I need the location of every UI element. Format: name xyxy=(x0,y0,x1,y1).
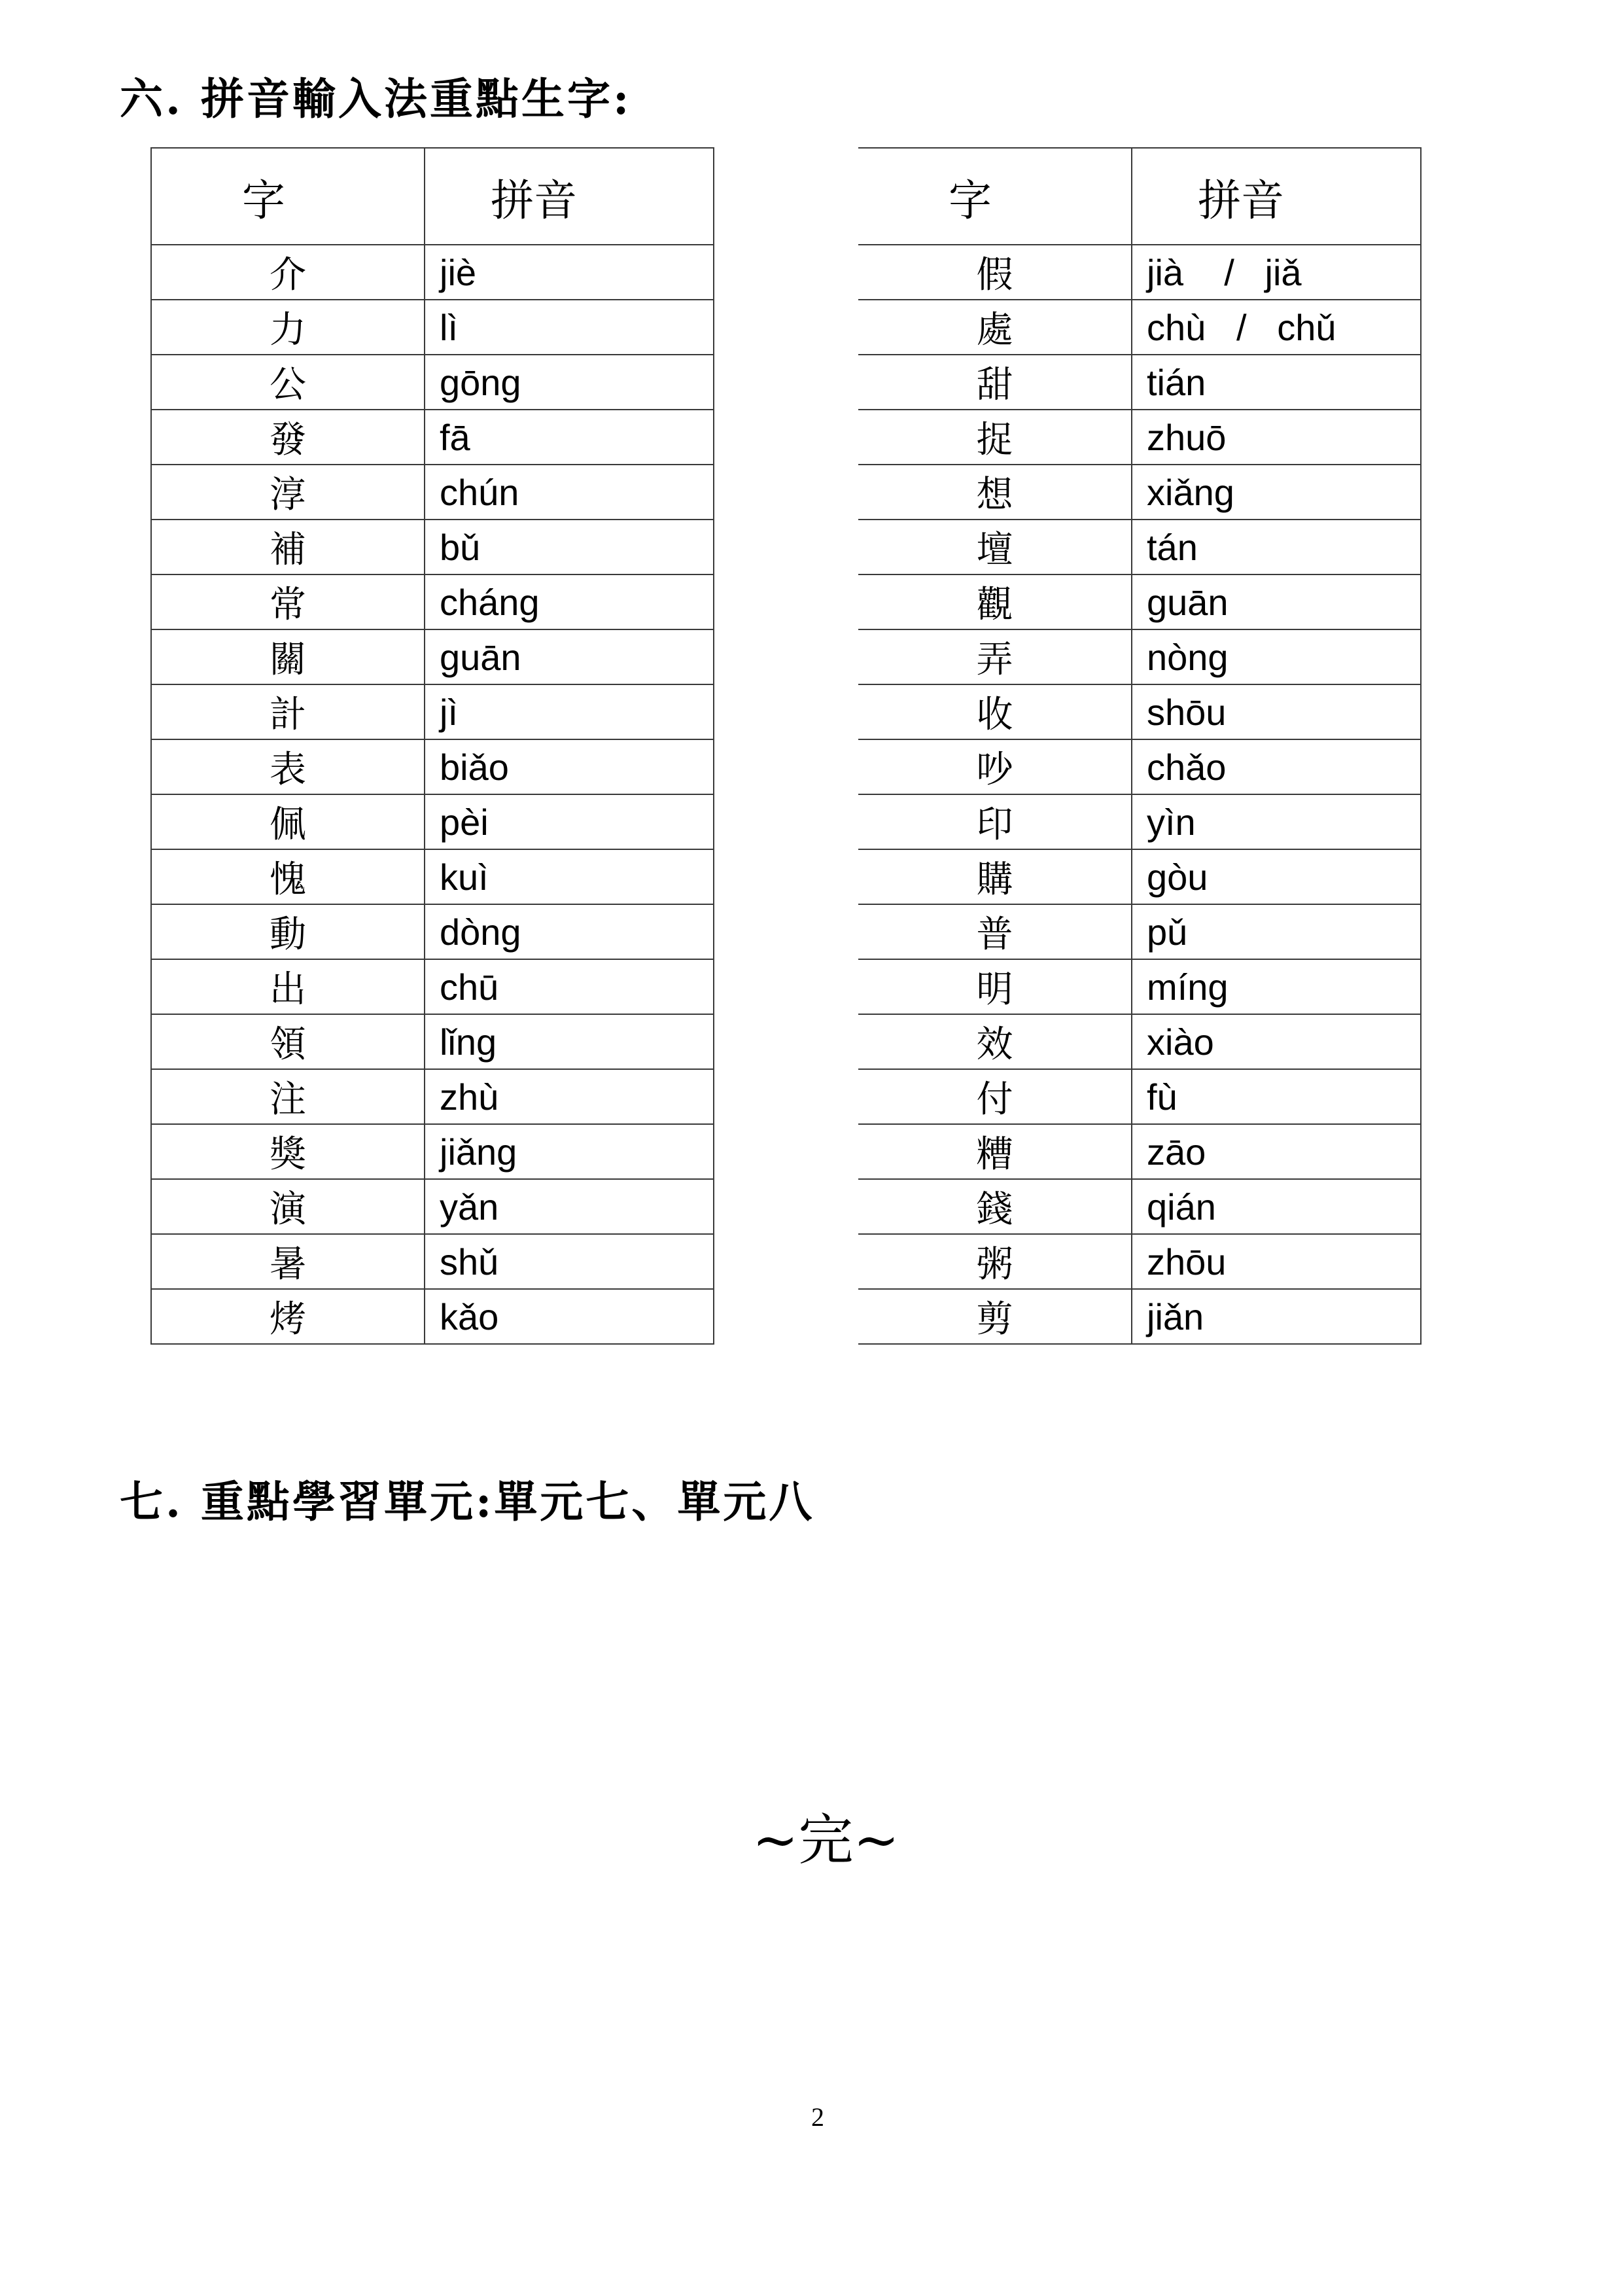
table-row xyxy=(858,574,1421,629)
pinyin-cell: cháng xyxy=(425,574,714,629)
table-row xyxy=(858,1069,1421,1124)
char-cell: 佩 xyxy=(151,794,425,849)
table-row xyxy=(858,739,1421,794)
table-row xyxy=(151,300,714,355)
pinyin-cell: tián xyxy=(1132,355,1421,410)
pinyin-cell: lǐng xyxy=(425,1014,714,1069)
table-row xyxy=(151,739,714,794)
pinyin-cell: jiè xyxy=(425,245,714,300)
pinyin-cell: chún xyxy=(425,465,714,520)
pinyin-cell: chū xyxy=(425,959,714,1014)
pinyin-cell: yǎn xyxy=(425,1179,714,1234)
char-cell: 常 xyxy=(151,574,425,629)
pinyin-cell: gōng xyxy=(425,355,714,410)
pinyin-cell: zhù xyxy=(425,1069,714,1124)
table-row xyxy=(151,1289,714,1344)
char-cell: 獎 xyxy=(151,1124,425,1179)
table-row xyxy=(151,1179,714,1234)
char-cell: 想 xyxy=(858,465,1132,520)
pinyin-cell: nòng xyxy=(1132,629,1421,684)
pinyin-cell: pǔ xyxy=(1132,904,1421,959)
char-cell: 壇 xyxy=(858,520,1132,574)
section-7-heading: 七. 重點學習單元:單元七、單元八 xyxy=(120,1476,815,1527)
table-row xyxy=(858,465,1421,520)
header-char: 字 xyxy=(858,148,1132,245)
pinyin-cell: kuì xyxy=(425,849,714,904)
char-cell: 購 xyxy=(858,849,1132,904)
char-cell: 弄 xyxy=(858,629,1132,684)
char-cell: 付 xyxy=(858,1069,1132,1124)
table-row xyxy=(151,465,714,520)
end-mark: ~完~ xyxy=(752,1808,899,1872)
char-cell: 補 xyxy=(151,520,425,574)
char-cell: 甜 xyxy=(858,355,1132,410)
pinyin-cell: guān xyxy=(1132,574,1421,629)
char-cell: 烤 xyxy=(151,1289,425,1344)
pinyin-cell: xiào xyxy=(1132,1014,1421,1069)
table-row xyxy=(858,904,1421,959)
char-cell: 淳 xyxy=(151,465,425,520)
table-row xyxy=(151,794,714,849)
pinyin-cell: zhuō xyxy=(1132,410,1421,465)
table-row xyxy=(151,904,714,959)
table-header-row xyxy=(858,148,1421,245)
table-row xyxy=(858,355,1421,410)
table-row xyxy=(151,849,714,904)
pinyin-cell: yìn xyxy=(1132,794,1421,849)
header-char: 字 xyxy=(151,148,425,245)
table-row xyxy=(151,520,714,574)
pinyin-cell: fù xyxy=(1132,1069,1421,1124)
char-cell: 演 xyxy=(151,1179,425,1234)
char-cell: 計 xyxy=(151,684,425,739)
table-row xyxy=(151,1124,714,1179)
char-cell: 普 xyxy=(858,904,1132,959)
table-row xyxy=(858,959,1421,1014)
pinyin-cell: xiǎng xyxy=(1132,465,1421,520)
char-cell: 印 xyxy=(858,794,1132,849)
table-row xyxy=(858,520,1421,574)
char-cell: 關 xyxy=(151,629,425,684)
table-row xyxy=(151,684,714,739)
table-row xyxy=(151,959,714,1014)
table-row xyxy=(151,245,714,300)
char-cell: 明 xyxy=(858,959,1132,1014)
table-body-left xyxy=(151,245,714,1344)
char-cell: 發 xyxy=(151,410,425,465)
header-pinyin: 拼音 xyxy=(425,148,714,245)
pinyin-cell: zhōu xyxy=(1132,1234,1421,1289)
table-row xyxy=(858,410,1421,465)
table-header-row xyxy=(151,148,714,245)
char-cell: 剪 xyxy=(858,1289,1132,1344)
pinyin-cell: biǎo xyxy=(425,739,714,794)
header-pinyin: 拼音 xyxy=(1132,148,1421,245)
table-row xyxy=(151,410,714,465)
char-cell: 注 xyxy=(151,1069,425,1124)
pinyin-cell: chǎo xyxy=(1132,739,1421,794)
pinyin-cell: jiǎng xyxy=(425,1124,714,1179)
char-cell: 糟 xyxy=(858,1124,1132,1179)
char-cell: 效 xyxy=(858,1014,1132,1069)
pinyin-cell: zāo xyxy=(1132,1124,1421,1179)
char-cell: 動 xyxy=(151,904,425,959)
table-row xyxy=(858,629,1421,684)
table-row xyxy=(858,1124,1421,1179)
pinyin-cell: dòng xyxy=(425,904,714,959)
table-row xyxy=(151,1014,714,1069)
char-cell: 假 xyxy=(858,245,1132,300)
char-cell: 粥 xyxy=(858,1234,1132,1289)
table-row xyxy=(858,300,1421,355)
table-row xyxy=(151,629,714,684)
table-row xyxy=(151,574,714,629)
table-row xyxy=(858,684,1421,739)
pinyin-table-right xyxy=(858,147,1422,1345)
page-number: 2 xyxy=(811,2102,824,2132)
char-cell: 出 xyxy=(151,959,425,1014)
table-row xyxy=(151,1234,714,1289)
pinyin-cell: jiǎn xyxy=(1132,1289,1421,1344)
char-cell: 捉 xyxy=(858,410,1132,465)
table-row xyxy=(151,1069,714,1124)
char-cell: 收 xyxy=(858,684,1132,739)
table-body-right xyxy=(858,245,1421,1344)
char-cell: 錢 xyxy=(858,1179,1132,1234)
char-cell: 處 xyxy=(858,300,1132,355)
pinyin-cell: bǔ xyxy=(425,520,714,574)
table-row xyxy=(858,1289,1421,1344)
char-cell: 吵 xyxy=(858,739,1132,794)
table-row xyxy=(858,849,1421,904)
pinyin-cell: fā xyxy=(425,410,714,465)
pinyin-table-left xyxy=(150,147,714,1345)
char-cell: 愧 xyxy=(151,849,425,904)
table-row xyxy=(858,245,1421,300)
pinyin-cell: míng xyxy=(1132,959,1421,1014)
table-row xyxy=(858,1179,1421,1234)
table-row xyxy=(858,794,1421,849)
pinyin-cell: shōu xyxy=(1132,684,1421,739)
pinyin-cell: shǔ xyxy=(425,1234,714,1289)
pinyin-cell: tán xyxy=(1132,520,1421,574)
char-cell: 公 xyxy=(151,355,425,410)
pinyin-cell: jì xyxy=(425,684,714,739)
table-row xyxy=(858,1014,1421,1069)
pinyin-cell: jià / jiǎ xyxy=(1132,245,1421,300)
pinyin-cell: chù / chǔ xyxy=(1132,300,1421,355)
char-cell: 暑 xyxy=(151,1234,425,1289)
table-row xyxy=(858,1234,1421,1289)
pinyin-cell: qián xyxy=(1132,1179,1421,1234)
char-cell: 領 xyxy=(151,1014,425,1069)
char-cell: 介 xyxy=(151,245,425,300)
char-cell: 表 xyxy=(151,739,425,794)
char-cell: 力 xyxy=(151,300,425,355)
pinyin-cell: lì xyxy=(425,300,714,355)
char-cell: 觀 xyxy=(858,574,1132,629)
section-6-heading: 六. 拼音輸入法重點生字: xyxy=(120,73,632,124)
pinyin-cell: gòu xyxy=(1132,849,1421,904)
pinyin-cell: guān xyxy=(425,629,714,684)
pinyin-cell: pèi xyxy=(425,794,714,849)
pinyin-cell: kǎo xyxy=(425,1289,714,1344)
table-row xyxy=(151,355,714,410)
